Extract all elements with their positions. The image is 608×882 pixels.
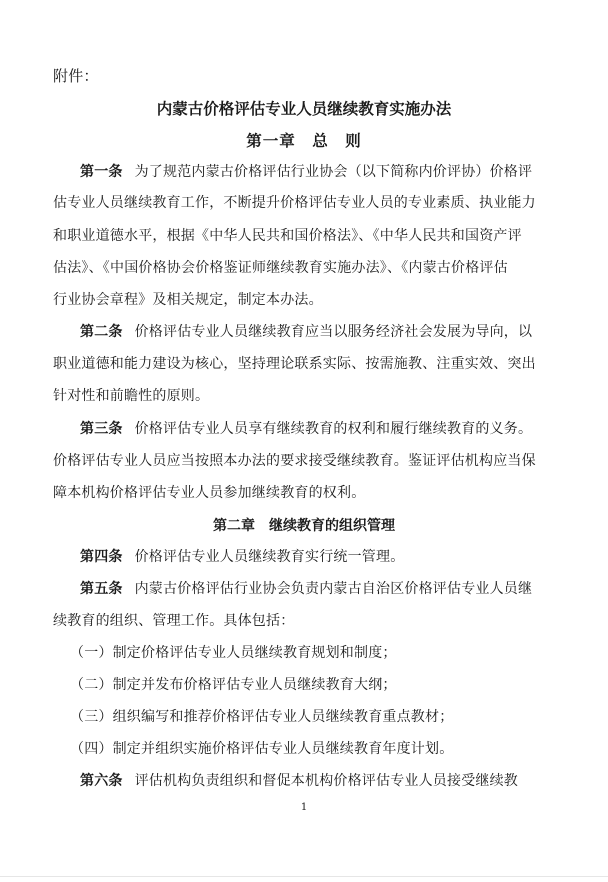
article-5-line-2: 续教育的组织、管理工作。具体包括： [53,613,295,629]
article-3-line-1 [80,419,532,439]
attachment-label: 附件： [53,67,99,85]
article-2-line-3: 针对性和前瞻性的原则。 [53,388,210,404]
article-6-label: 第六条 [80,773,123,789]
article-6-text: 评估机构负责组织和督促本机构价格评估专业人员接受继续教 [134,773,519,789]
article-1-label: 第一条 [80,164,123,180]
article-2-line-2: 职业道德和能力建设为核心，坚持理论联系实际、按需施教、注重实效、突出 [53,356,536,372]
article-6-line-1 [80,771,518,791]
page-number: 1 [300,802,308,813]
article-1-line-5: 行业协会章程》及相关规定，制定本办法。 [53,292,323,308]
article-2-label: 第二条 [80,324,123,340]
article-5-text: 内蒙古价格评估行业协会负责内蒙古自治区价格评估专业人员继 [134,581,533,597]
document-title: 内蒙古价格评估专业人员继续教育实施办法 [156,99,452,118]
article-5-item-4: （四）制定并组织实施价格评估专业人员继续教育年度计划。 [70,741,454,757]
article-1-line-4: 估法》、《中国价格协会价格鉴证师继续教育实施办法》、《内蒙古价格评估 [53,260,508,276]
article-1-line-1 [80,162,532,182]
article-4-text: 价格评估专业人员继续教育实行统一管理。 [134,549,405,565]
chapter-1-title: 第一章 总 则 [246,131,362,150]
article-5-line-1 [80,579,532,599]
article-3-label: 第三条 [80,421,123,437]
article-1-text: 为了规范内蒙古价格评估行业协会（以下简称内价评协）价格评 [134,164,533,180]
article-5-item-2: （二）制定并发布价格评估专业人员继续教育大纲； [70,677,397,693]
chapter-2-title: 第二章 继续教育的组织管理 [213,518,395,534]
article-3-line-2: 价格评估专业人员应当按照本办法的要求接受继续教育。鉴证评估机构应当保 [53,453,536,469]
article-5-item-1: （一）制定价格评估专业人员继续教育规划和制度； [70,645,397,661]
article-2-line-1 [80,322,532,342]
article-5-label: 第五条 [80,581,123,597]
article-5-item-3: （三）组织编写和推荐价格评估专业人员继续教育重点教材； [70,709,454,725]
article-2-text: 价格评估专业人员继续教育应当以服务经济社会发展为导向，以 [134,324,533,340]
article-4-line-1 [80,547,404,567]
article-3-text: 价格评估专业人员享有继续教育的权利和履行继续教育的义务。 [134,421,533,437]
article-4-label: 第四条 [80,549,123,565]
article-1-line-3: 和职业道德水平，根据《中华人民共和国价格法》、《中华人民共和国资产评 [53,228,522,244]
article-3-line-3: 障本机构价格评估专业人员参加继续教育的权利。 [53,485,366,501]
page-bottom-edge [0,876,608,877]
article-1-line-2: 估专业人员继续教育工作，不断提升价格评估专业人员的专业素质、执业能力 [53,195,536,211]
